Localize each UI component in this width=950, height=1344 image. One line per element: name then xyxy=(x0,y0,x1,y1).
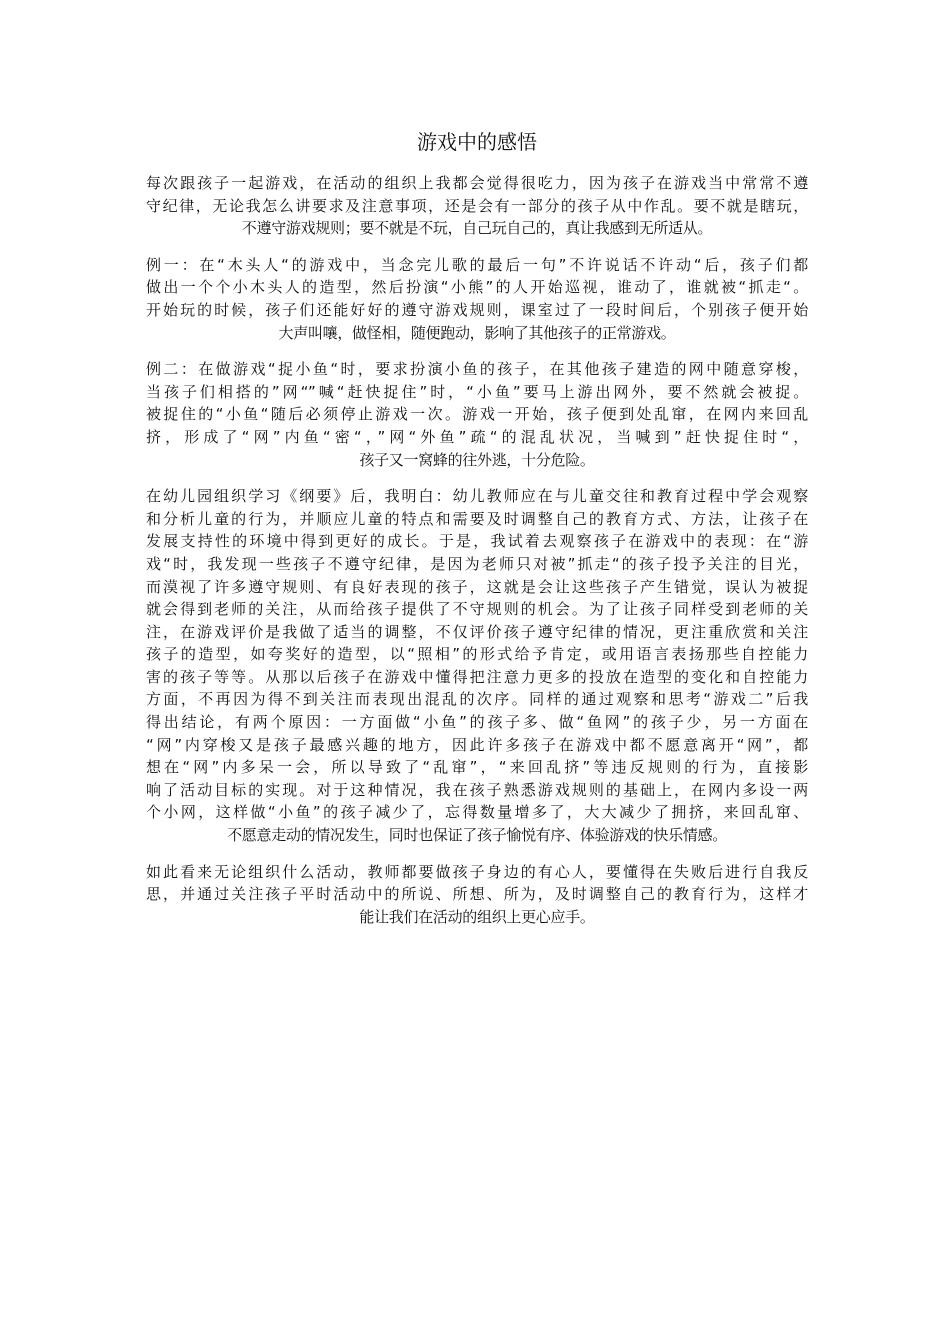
document-page xyxy=(146,126,808,942)
paragraph-line: 得出结论，有两个原因：一方面做“小鱼”的孩子多、做“鱼网”的孩子少，另一方面在 xyxy=(146,713,808,732)
paragraph-line: 思，并通过关注孩子平时活动中的所说、所想、所为，及时调整自己的教育行为，这样才 xyxy=(146,885,808,904)
paragraph-line: 挤，形成了“网”内鱼“密“，”网“外鱼”疏“的混乱状况，当喊到”赶快捉住时“， xyxy=(146,427,808,446)
paragraph-line: 守纪律，无论我怎么讲要求及注意事项，还是会有一部分的孩子从中作乱。要不就是瞎玩， xyxy=(146,196,808,215)
paragraph-line: 孩子的造型，如夸奖好的造型，以“照相”的形式给予肯定，或用语言表扬那些自控能力 xyxy=(146,645,808,664)
paragraph-line: 发展支持性的环境中得到更好的成长。于是，我试着去观察孩子在游戏中的表现：在“游 xyxy=(146,532,808,551)
paragraph-line: 响了活动目标的实现。对于这种情况，我在孩子熟悉游戏规则的基础上，在网内多设一两 xyxy=(146,780,808,799)
paragraph-line: 就会得到老师的关注，从而给孩子提供了不守规则的机会。为了让孩子同样受到老师的关 xyxy=(146,600,808,619)
paragraph-line: 能让我们在活动的组织上更心应手。 xyxy=(359,907,595,926)
paragraph-line: 戏“时，我发现一些孩子不遵守纪律，是因为老师只对被”抓走“的孩子投予关注的目光， xyxy=(146,554,808,573)
paragraph-line: 而漠视了许多遵守规则、有良好表现的孩子，这就是会让这些孩子产生错觉，误认为被捉 xyxy=(146,577,808,596)
paragraph-line: 在幼儿园组织学习《纲要》后，我明白：幼儿教师应在与儿童交往和教育过程中学会观察 xyxy=(146,487,808,506)
paragraph-line: 方面，不再因为得不到关注而表现出混乱的次序。同样的通过观察和思考“游戏二”后我 xyxy=(146,690,808,709)
paragraph-line: 被捉住的“小鱼“随后必须停止游戏一次。游戏一开始，孩子便到处乱窜，在网内来回乱 xyxy=(146,405,808,424)
paragraph-line: 如此看来无论组织什么活动，教师都要做孩子身边的有心人，要懂得在失败后进行自我反 xyxy=(146,862,808,881)
paragraph-line: 不愿意走动的情况发生，同时也保证了孩子愉悦有序、体验游戏的快乐情感。 xyxy=(227,826,727,845)
paragraph-line: 大声叫嚷，做怪相，随便跑动，影响了其他孩子的正常游戏。 xyxy=(278,323,676,342)
paragraph-line: 不遵守游戏规则；要不就是不玩，自己玩自己的，真让我感到无所适从。 xyxy=(241,219,713,238)
paragraph-line: 当孩子们相搭的”网“”喊“赶快捉住”时，“小鱼”要马上游出网外，要不然就会被捉。 xyxy=(146,382,808,401)
paragraph-line: 想在“网”内多呆一会，所以导致了“乱窜”，“来回乱挤”等违反规则的行为，直接影 xyxy=(146,758,808,777)
paragraph-line: 和分析儿童的行为，并顺应儿童的特点和需要及时调整自己的教育方式、方法，让孩子在 xyxy=(146,509,808,528)
paragraph xyxy=(146,172,808,240)
paragraph-line: 孩子又一窝蜂的往外逃，十分危险。 xyxy=(359,450,595,469)
paragraph-line: 例二：在做游戏“捉小鱼“时，要求扮演小鱼的孩子，在其他孩子建造的网中随意穿梭， xyxy=(146,360,808,379)
paragraph xyxy=(146,485,808,847)
document-title: 游戏中的感悟 xyxy=(417,130,537,154)
paragraph-line: 每次跟孩子一起游戏，在活动的组织上我都会觉得很吃力，因为孩子在游戏当中常常不遵 xyxy=(146,174,808,192)
paragraph-line: 做出一个个小木头人的造型，然后扮演“小熊”的人开始巡视，谁动了，谁就被“抓走“。 xyxy=(146,278,808,297)
paragraph-line: “网”内穿梭又是孩子最感兴趣的地方，因此许多孩子在游戏中都不愿意离开“网”，都 xyxy=(146,735,808,754)
paragraph-line: 个小网，这样做“小鱼”的孩子减少了，忘得数量增多了，大大减少了拥挤，来回乱窜、 xyxy=(146,803,808,822)
paragraph-line: 注，在游戏评价是我做了适当的调整，不仅评价孩子遵守纪律的情况，更注重欣赏和关注 xyxy=(146,622,808,641)
paragraph-line: 开始玩的时候，孩子们还能好好的遵守游戏规则，课室过了一段时间后，个别孩子便开始 xyxy=(146,300,808,319)
document-body xyxy=(146,172,808,928)
paragraph-line: 例一：在“木头人“的游戏中，当念完儿歌的最后一句”不许说话不许动“后，孩子们都 xyxy=(146,255,808,274)
paragraph xyxy=(146,358,808,471)
paragraph xyxy=(146,861,808,929)
paragraph-line: 害的孩子等等。从那以后孩子在游戏中懂得把注意力更多的投放在造型的变化和自控能力 xyxy=(146,667,808,686)
paragraph xyxy=(146,254,808,344)
